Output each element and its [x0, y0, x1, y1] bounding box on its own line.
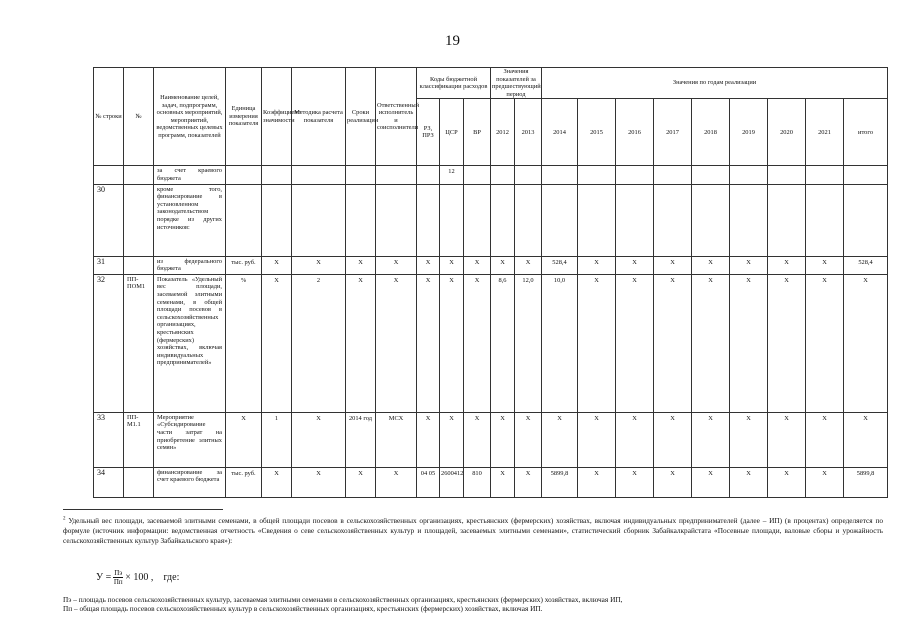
- cell-2018: Х: [692, 467, 730, 497]
- cell-csr: Х: [440, 256, 464, 274]
- cell-row-number: [94, 166, 124, 184]
- cell-code: ПП-ПОМ1: [124, 274, 154, 412]
- cell-csr: Х: [440, 274, 464, 412]
- footnote: [63, 516, 883, 546]
- cell-row-number: 33: [94, 412, 124, 467]
- cell-method: Х: [292, 256, 346, 274]
- cell-coefficient: Х: [262, 256, 292, 274]
- cell-name: кроме того, финансирование в установленном законодательством порядке из других источников:: [154, 184, 226, 256]
- cell-method: [292, 166, 346, 184]
- cell-2021: Х: [806, 274, 844, 412]
- cell-2020: Х: [768, 412, 806, 467]
- cell-2016: [616, 184, 654, 256]
- cell-2019: [730, 184, 768, 256]
- cell-csr: [440, 184, 464, 256]
- cell-responsible: [376, 166, 417, 184]
- cell-2021: Х: [806, 412, 844, 467]
- header-budget-codes: Коды бюджетной классификации расходов: [417, 68, 491, 99]
- cell-csr: Х: [440, 412, 464, 467]
- cell-vr: 810: [464, 467, 491, 497]
- table-row: [94, 184, 888, 256]
- cell-2021: [806, 166, 844, 184]
- cell-rz: [417, 166, 440, 184]
- cell-2017: [654, 184, 692, 256]
- cell-2020: [768, 166, 806, 184]
- cell-2019: Х: [730, 467, 768, 497]
- cell-total: [844, 166, 888, 184]
- cell-2015: [578, 166, 616, 184]
- cell-terms: [346, 184, 376, 256]
- formula-fraction: [113, 569, 123, 586]
- header-coefficient: Коэффициент значимости: [262, 68, 292, 166]
- cell-2014: 10,0: [542, 274, 578, 412]
- table-row: [94, 256, 888, 274]
- cell-name: за счет краевого бюджета: [154, 166, 226, 184]
- cell-name: финансирование за счет краевого бюджета: [154, 467, 226, 497]
- table-row: [94, 467, 888, 497]
- cell-code: [124, 256, 154, 274]
- header-year-2016: 2016: [616, 99, 654, 166]
- cell-2012: Х: [491, 467, 515, 497]
- cell-2013: Х: [515, 467, 542, 497]
- footnote-text: Удельный вес площади, засеваемой элитными семенами, в общей площади посевов в сельскохозяйственных организациях, крестьянских (фермерских) хозяйствах, включая индивидуальных предпринимателей (далее – ИП) (в процентах) определяется по формуле (источник информации: ведомственная отчетность «Сведения о севе сельскохозяйственных культур и площадей, засеваемых элитными семенами», статистический сборник Забайкалкрайстата «Посевные площади, валовые сборы и урожайность сельскохозяйственных культур Забайкальского края»):: [63, 516, 884, 545]
- cell-2018: [692, 166, 730, 184]
- cell-2017: Х: [654, 274, 692, 412]
- cell-2017: [654, 166, 692, 184]
- cell-vr: Х: [464, 274, 491, 412]
- cell-responsible: [376, 184, 417, 256]
- cell-method: Х: [292, 467, 346, 497]
- header-year-2021: 2021: [806, 99, 844, 166]
- cell-2013: Х: [515, 412, 542, 467]
- cell-csr: 2600412: [440, 467, 464, 497]
- cell-2014: [542, 184, 578, 256]
- cell-terms: Х: [346, 467, 376, 497]
- cell-2013: [515, 166, 542, 184]
- header-rz: РЗ, ПРЗ: [417, 99, 440, 166]
- cell-2012: Х: [491, 412, 515, 467]
- header-number: №: [124, 68, 154, 166]
- cell-terms: [346, 166, 376, 184]
- cell-total: 528,4: [844, 256, 888, 274]
- cell-2018: Х: [692, 256, 730, 274]
- cell-2014: [542, 166, 578, 184]
- header-year-2015: 2015: [578, 99, 616, 166]
- formula-lhs: У =: [96, 571, 112, 583]
- header-name: Наименование целей, задач, подпрограмм, основных мероприятий, мероприятий, ведомственных целевых программ, показателей: [154, 68, 226, 166]
- cell-unit: [226, 184, 262, 256]
- cell-rz: [417, 184, 440, 256]
- cell-2015: [578, 184, 616, 256]
- cell-2020: Х: [768, 256, 806, 274]
- formula-rhs: × 100 ,: [125, 571, 154, 583]
- cell-2019: Х: [730, 274, 768, 412]
- cell-2016: Х: [616, 274, 654, 412]
- cell-vr: Х: [464, 256, 491, 274]
- formula-numerator: Пэ: [114, 568, 123, 577]
- cell-2020: [768, 184, 806, 256]
- cell-total: [844, 184, 888, 256]
- cell-rz: Х: [417, 256, 440, 274]
- cell-2017: Х: [654, 467, 692, 497]
- cell-row-number: 30: [94, 184, 124, 256]
- cell-2012: [491, 166, 515, 184]
- cell-2012: 8,6: [491, 274, 515, 412]
- cell-unit: тыс. руб.: [226, 467, 262, 497]
- cell-2016: Х: [616, 256, 654, 274]
- header-vr: ВР: [464, 99, 491, 166]
- cell-2017: Х: [654, 412, 692, 467]
- header-responsible: Ответственный исполнитель и соисполнители: [376, 68, 417, 166]
- cell-responsible: МСХ: [376, 412, 417, 467]
- cell-2018: [692, 184, 730, 256]
- header-year-2017: 2017: [654, 99, 692, 166]
- cell-2021: [806, 184, 844, 256]
- cell-coefficient: [262, 184, 292, 256]
- cell-unit: [226, 166, 262, 184]
- header-previous-period: Значения показателей за предшествующий период: [492, 68, 541, 98]
- cell-unit: тыс. руб.: [226, 256, 262, 274]
- cell-2015: Х: [578, 274, 616, 412]
- cell-terms: 2014 год: [346, 412, 376, 467]
- cell-vr: Х: [464, 412, 491, 467]
- cell-total: Х: [844, 412, 888, 467]
- cell-row-number: 34: [94, 467, 124, 497]
- header-method: Методика расчета показателя: [292, 68, 346, 166]
- cell-rz: 04 05: [417, 467, 440, 497]
- cell-2013: Х: [515, 256, 542, 274]
- cell-2013: [515, 184, 542, 256]
- header-years: Значения по годам реализации: [542, 68, 888, 99]
- cell-name: из федерального бюджета: [154, 256, 226, 274]
- cell-vr: [464, 166, 491, 184]
- cell-code: [124, 184, 154, 256]
- cell-2020: Х: [768, 274, 806, 412]
- cell-row-number: 31: [94, 256, 124, 274]
- formula-where: где:: [163, 571, 180, 583]
- cell-total: Х: [844, 274, 888, 412]
- cell-2019: Х: [730, 256, 768, 274]
- cell-coefficient: Х: [262, 467, 292, 497]
- cell-code: [124, 467, 154, 497]
- table-row: [94, 166, 888, 184]
- cell-row-number: 32: [94, 274, 124, 412]
- cell-2012: Х: [491, 256, 515, 274]
- cell-coefficient: 1: [262, 412, 292, 467]
- cell-method: Х: [292, 412, 346, 467]
- cell-2016: Х: [616, 467, 654, 497]
- formula-denominator: Пп: [113, 577, 123, 586]
- cell-coefficient: Х: [262, 274, 292, 412]
- cell-total: 5899,8: [844, 467, 888, 497]
- cell-2015: Х: [578, 412, 616, 467]
- header-row-number: № строки: [94, 68, 124, 166]
- header-year-2020: 2020: [768, 99, 806, 166]
- cell-responsible: Х: [376, 256, 417, 274]
- cell-2014: 528,4: [542, 256, 578, 274]
- cell-2017: Х: [654, 256, 692, 274]
- cell-unit: Х: [226, 412, 262, 467]
- note-pp: Пп – общая площадь посевов сельскохозяйственных культур в сельскохозяйственных организациях, крестьянских (фермерских) хозяйствах, включая ИП.: [63, 604, 543, 613]
- cell-2014: Х: [542, 412, 578, 467]
- cell-2012: [491, 184, 515, 256]
- cell-rz: Х: [417, 274, 440, 412]
- indicators-table: [93, 67, 888, 498]
- table-row: [94, 274, 888, 412]
- cell-csr: 12: [440, 166, 464, 184]
- cell-code: [124, 166, 154, 184]
- cell-terms: Х: [346, 274, 376, 412]
- cell-2014: 5899,8: [542, 467, 578, 497]
- cell-2016: Х: [616, 412, 654, 467]
- header-year-2018: 2018: [692, 99, 730, 166]
- formula: [96, 567, 179, 587]
- cell-terms: Х: [346, 256, 376, 274]
- cell-2013: 12,0: [515, 274, 542, 412]
- cell-unit: %: [226, 274, 262, 412]
- cell-method: [292, 184, 346, 256]
- cell-2016: [616, 166, 654, 184]
- cell-2020: Х: [768, 467, 806, 497]
- page-number: 19: [445, 33, 460, 49]
- cell-code: ПП-М1.1: [124, 412, 154, 467]
- header-year-2012: 2012: [491, 99, 515, 166]
- cell-responsible: Х: [376, 467, 417, 497]
- cell-rz: Х: [417, 412, 440, 467]
- footnote-separator: [63, 509, 223, 510]
- cell-2015: Х: [578, 467, 616, 497]
- footnote-marker: 2: [63, 516, 66, 522]
- cell-name: Показатель «Удельный вес площади, засеваемой элитными семенами, в общей площади посевов в сельскохозяйственных организациях, крестьянских (фермерских) хозяйствах, включая индивидуальных предпринимателей»: [154, 274, 226, 412]
- cell-2019: Х: [730, 412, 768, 467]
- cell-coefficient: [262, 166, 292, 184]
- cell-vr: [464, 184, 491, 256]
- header-terms: Сроки реализации: [346, 68, 376, 166]
- cell-responsible: Х: [376, 274, 417, 412]
- cell-2018: Х: [692, 274, 730, 412]
- cell-2015: Х: [578, 256, 616, 274]
- note-pe: Пэ – площадь посевов сельскохозяйственных культур, засеваемая элитными семенами в сельскохозяйственных организациях, крестьянских (фермерских) хозяйствах, включая ИП,: [63, 595, 623, 604]
- header-total: итого: [844, 99, 888, 166]
- cell-2019: [730, 166, 768, 184]
- cell-2021: Х: [806, 256, 844, 274]
- header-year-2013: 2013: [515, 99, 542, 166]
- cell-2021: Х: [806, 467, 844, 497]
- table-row: [94, 412, 888, 467]
- cell-name: Мероприятие «Субсидирование части затрат на приобретение элитных семян»: [154, 412, 226, 467]
- cell-2018: Х: [692, 412, 730, 467]
- cell-method: 2: [292, 274, 346, 412]
- header-unit: Единица измерения показателя: [226, 68, 262, 166]
- header-year-2019: 2019: [730, 99, 768, 166]
- header-year-2014: 2014: [542, 99, 578, 166]
- header-csr: ЦСР: [440, 99, 464, 166]
